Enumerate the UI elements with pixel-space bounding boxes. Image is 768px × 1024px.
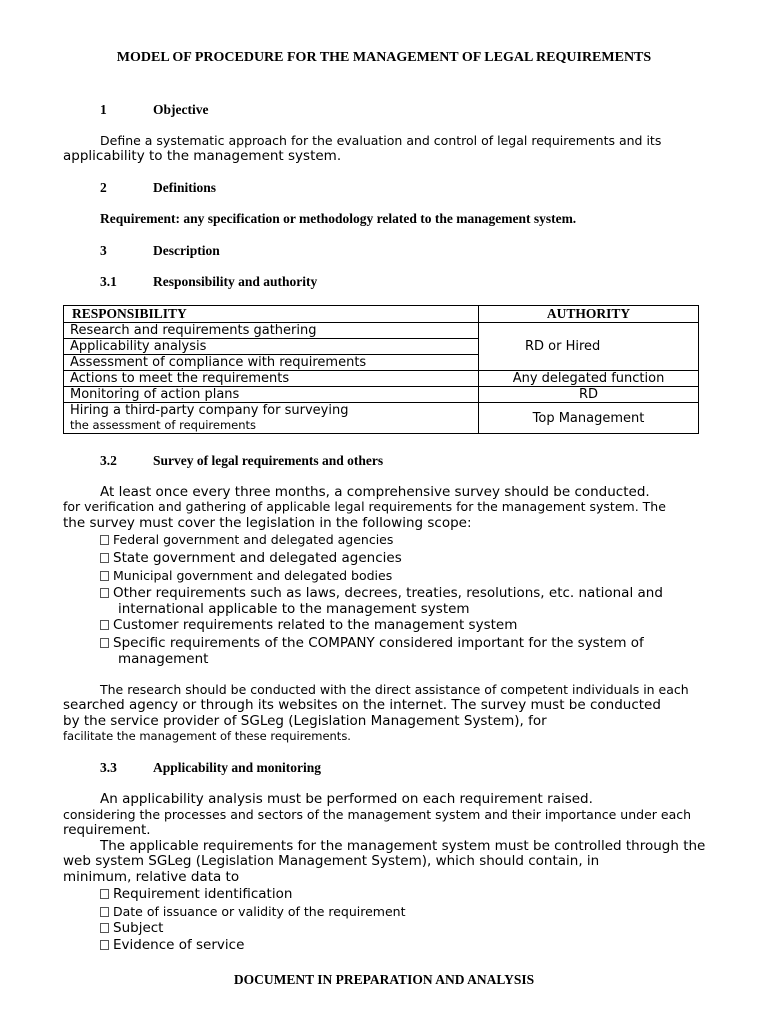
applicability-line-4: The applicable requirements for the management system must be controlled through the <box>100 838 706 854</box>
table-row <box>64 323 699 339</box>
authority-cell-delegated: Any delegated function <box>479 371 699 387</box>
scope-bullet: Municipal government and delegated bodies <box>100 568 392 583</box>
survey-line-1: At least once every three months, a comprehensive survey should be conducted. <box>100 484 650 500</box>
section-2-heading: Definitions <box>153 180 217 195</box>
scope-bullet-continuation: management <box>118 651 209 667</box>
section-3-3-number: 3.3 <box>100 760 117 775</box>
applicability-line-5: web system SGLeg (Legislation Management System), which should contain, in <box>63 853 600 869</box>
research-line-1: The research should be conducted with the direct assistance of competent individuals in each <box>100 682 689 697</box>
bullet-icon <box>100 940 109 950</box>
section-3-2-heading: Survey of legal requirements and others <box>153 453 384 468</box>
scope-bullet: Other requirements such as laws, decrees, treaties, resolutions, etc. national and <box>100 585 663 601</box>
scope-bullet: Customer requirements related to the management system <box>100 617 517 633</box>
data-bullet: Date of issuance or validity of the requirement <box>100 904 406 919</box>
table-cell <box>64 403 479 434</box>
data-bullet: Requirement identification <box>100 886 292 902</box>
column-header-responsibility: RESPONSIBILITY <box>64 306 479 323</box>
applicability-line-2: considering the processes and sectors of the management system and their importance under each <box>63 807 692 822</box>
section-3-number: 3 <box>100 243 107 258</box>
objective-line-2: applicability to the management system. <box>63 148 342 164</box>
data-bullet: Evidence of service <box>100 937 244 953</box>
table-row <box>64 387 699 403</box>
table-cell: Research and requirements gathering <box>64 323 479 339</box>
table-cell-line-1: Hiring a third-party company for surveying <box>70 403 349 418</box>
research-line-4: facilitate the management of these requirements. <box>63 729 351 743</box>
research-line-2: searched agency or through its websites on the internet. The survey must be conducted <box>63 697 661 713</box>
authority-cell-top-management: Top Management <box>479 403 699 434</box>
applicability-line-1: An applicability analysis must be performed on each requirement raised. <box>100 791 593 807</box>
table-cell: Assessment of compliance with requirements <box>64 355 479 371</box>
bullet-icon <box>100 907 109 917</box>
section-3-1-heading: Responsibility and authority <box>153 274 318 289</box>
applicability-line-3: requirement. <box>63 822 151 838</box>
bullet-icon <box>100 923 109 933</box>
bullet-icon <box>100 620 109 630</box>
section-3-1-number: 3.1 <box>100 274 117 289</box>
scope-bullet: State government and delegated agencies <box>100 550 402 566</box>
section-3-2-number: 3.2 <box>100 453 117 468</box>
section-3-heading: Description <box>153 243 220 258</box>
table-cell: Monitoring of action plans <box>64 387 479 403</box>
bullet-icon <box>100 588 109 598</box>
scope-bullet-continuation: international applicable to the management system <box>118 601 470 617</box>
section-3-3-heading: Applicability and monitoring <box>153 760 322 775</box>
applicability-line-6: minimum, relative data to <box>63 869 240 885</box>
document-footer: DOCUMENT IN PREPARATION AND ANALYSIS <box>233 972 535 987</box>
table-cell-line-2: the assessment of requirements <box>70 418 257 432</box>
section-2-number: 2 <box>100 180 107 195</box>
bullet-icon <box>100 571 109 581</box>
section-1-number: 1 <box>100 102 107 117</box>
objective-line-1: Define a systematic approach for the evaluation and control of legal requirements and its <box>100 133 662 148</box>
research-line-3: by the service provider of SGLeg (Legislation Management System), for <box>63 713 547 729</box>
responsibility-table <box>63 305 699 434</box>
bullet-icon <box>100 553 109 563</box>
section-1-heading: Objective <box>153 102 209 117</box>
table-cell: Actions to meet the requirements <box>64 371 479 387</box>
data-bullet: Subject <box>100 920 163 936</box>
document-title: MODEL OF PROCEDURE FOR THE MANAGEMENT OF LEGAL REQUIREMENTS <box>116 50 652 65</box>
scope-bullet: Federal government and delegated agencies <box>100 532 393 547</box>
scope-bullet: Specific requirements of the COMPANY considered important for the system of <box>100 635 644 651</box>
survey-line-2: for verification and gathering of applicable legal requirements for the management system. The <box>63 499 666 514</box>
bullet-icon <box>100 638 109 648</box>
table-header-row <box>64 306 699 323</box>
table-cell: Applicability analysis <box>64 339 479 355</box>
authority-cell-rd-or-hired: RD or Hired <box>479 323 699 371</box>
survey-line-3: the survey must cover the legislation in the following scope: <box>63 515 472 531</box>
table-row <box>64 371 699 387</box>
authority-cell-rd: RD <box>479 387 699 403</box>
table-row <box>64 403 699 434</box>
definition-text: Requirement: any specification or methodology related to the management system. <box>100 211 577 226</box>
bullet-icon <box>100 889 109 899</box>
column-header-authority: AUTHORITY <box>479 306 699 323</box>
bullet-icon <box>100 535 109 545</box>
